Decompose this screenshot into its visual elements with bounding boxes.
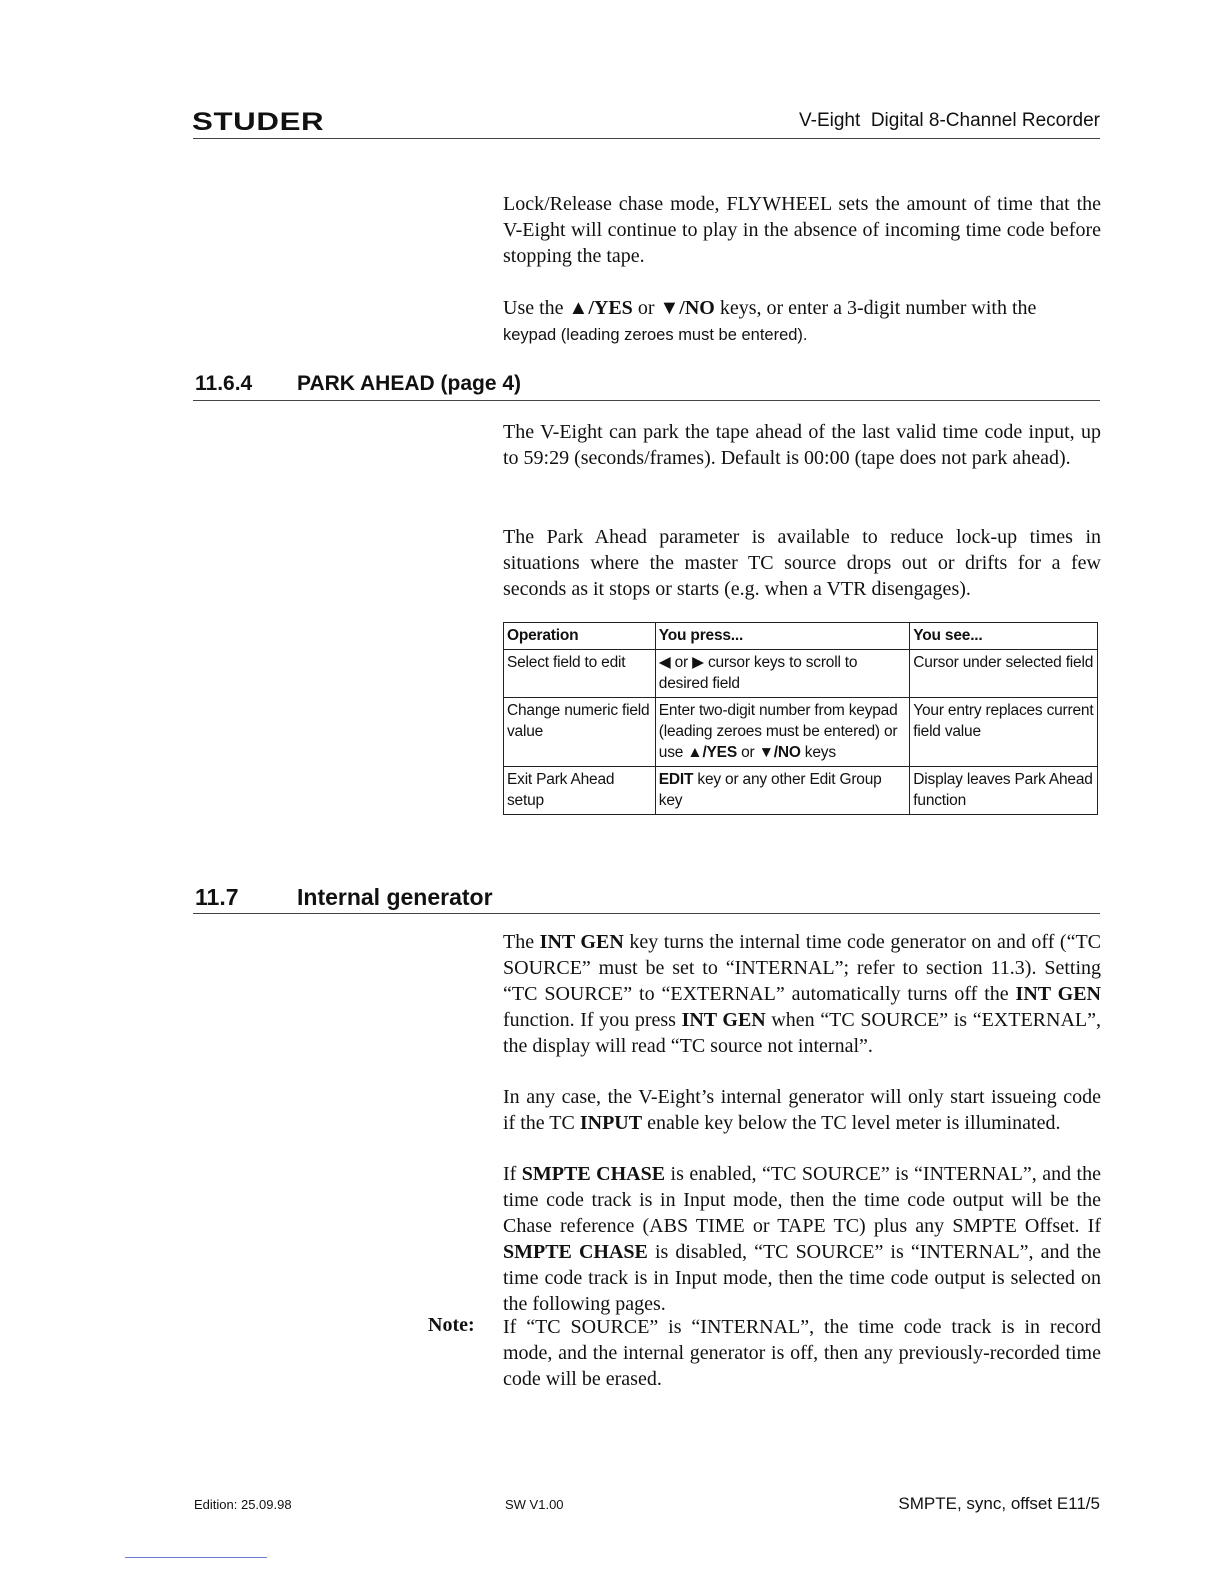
- int-gen-paragraph: [503, 929, 1101, 1059]
- cell-operation: Exit Park Ahead setup: [504, 767, 656, 815]
- operations-table: [503, 622, 1098, 815]
- text: In any case, the V-Eight’s internal generator will only start issueing code if the TC: [503, 1086, 1101, 1134]
- cell-see: Cursor under selected field: [910, 650, 1098, 698]
- text: is enabled, “TC SOURCE” is “INTERNAL”, and the time code track is in Input mode, then the time code output will be the Chase reference (ABS TIME or TAPE TC) plus any SMPTE Offset. If: [503, 1163, 1101, 1237]
- park-ahead-paragraph: The V-Eight can park the tape ahead of the last valid time code input, up to 59:29 (seconds/frames). Default is 00:00 (tape does not park ahead).: [503, 421, 1101, 469]
- cell-see: Your entry replaces current field value: [910, 698, 1098, 767]
- table-header-row: [504, 623, 1098, 650]
- table-row: [504, 767, 1098, 815]
- section-rule: [193, 913, 1100, 914]
- smpte-chase-key: SMPTE CHASE: [503, 1241, 648, 1263]
- header-rule: [193, 138, 1100, 139]
- document-title: V-Eight Digital 8-Channel Recorder: [799, 110, 1100, 131]
- text: key or any other Edit Group key: [658, 771, 882, 809]
- text: Use the: [503, 297, 569, 319]
- section-number: 11.6.4: [195, 372, 253, 395]
- keypad-text: keypad (leading zeroes must be entered).: [503, 326, 808, 344]
- cell-operation: Select field to edit: [504, 650, 656, 698]
- text: keys, or enter a 3-digit number with the: [714, 297, 1037, 319]
- text: If: [503, 1163, 522, 1185]
- text: when “TC SOURCE” is “EXTERNAL”, the display will read “TC source not internal”.: [503, 1009, 1102, 1057]
- int-gen-key: INT GEN: [539, 931, 624, 953]
- section-rule: [193, 400, 1100, 401]
- section-number: 11.7: [195, 884, 239, 910]
- intro-paragraph: Lock/Release chase mode, FLYWHEEL sets the amount of time that the V-Eight will continue to play in the absence of incoming time code before stopping the tape.: [503, 193, 1101, 267]
- text: or: [736, 744, 759, 761]
- cell-press: [655, 767, 910, 815]
- text: keys: [800, 744, 836, 761]
- smpte-chase-paragraph: [503, 1161, 1101, 1317]
- header-operation: Operation: [504, 623, 656, 650]
- no-key: ▼/NO: [758, 744, 801, 761]
- section-title: PARK AHEAD (page 4): [297, 372, 522, 395]
- cell-operation: Change numeric field value: [504, 698, 656, 767]
- cell-press: [655, 698, 910, 767]
- intro-keys-paragraph: [503, 295, 1101, 348]
- footnote-rule: [125, 1557, 267, 1558]
- yes-key: ▲/YES: [568, 297, 633, 319]
- text: function. If you press: [503, 1009, 682, 1031]
- int-gen-key: INT GEN: [1015, 983, 1101, 1005]
- table-row: [504, 698, 1098, 767]
- text: Enter two-digit number from keypad (leading zeroes must be entered) or use: [658, 702, 898, 761]
- text: enable key below the TC level meter is illuminated.: [642, 1112, 1061, 1134]
- table-row: [504, 650, 1098, 698]
- int-gen-key: INT GEN: [681, 1009, 766, 1031]
- park-ahead-paragraph-2: The Park Ahead parameter is available to reduce lock-up times in situations where the master TC source drops out or drifts for a few seconds as it stops or starts (e.g. when a VTR disengages).: [503, 526, 1101, 600]
- cell-press: ◀ or ▶ cursor keys to scroll to desired field: [655, 650, 910, 698]
- yes-key: ▲/YES: [687, 744, 737, 761]
- cell-see: Display leaves Park Ahead function: [910, 767, 1098, 815]
- page-number: SMPTE, sync, offset E11/5: [898, 1494, 1100, 1513]
- smpte-chase-key: SMPTE CHASE: [521, 1163, 666, 1185]
- text: or: [632, 297, 660, 319]
- note-text: If “TC SOURCE” is “INTERNAL”, the time code track is in record mode, and the internal generator is off, then any previously-recorded time code will be erased.: [503, 1316, 1101, 1390]
- generator-paragraph: [503, 1084, 1101, 1136]
- edit-key: EDIT: [658, 771, 694, 788]
- header-you-see: You see...: [910, 623, 1098, 650]
- text: The: [503, 931, 540, 953]
- note-label: Note:: [428, 1314, 475, 1336]
- studer-logo: STUDER: [192, 108, 325, 136]
- input-key: INPUT: [579, 1112, 643, 1134]
- edition-label: Edition: 25.09.98: [194, 1497, 292, 1512]
- text: is disabled, “TC SOURCE” is “INTERNAL”, and the time code track is in Input mode, then the time code output is selected on the following pages.: [503, 1241, 1101, 1315]
- section-title: Internal generator: [297, 884, 493, 910]
- text: key turns the internal time code generator on and off (“TC SOURCE” must be set to “INTERNAL”; refer to section 11.3). Setting “TC SOURCE” to “EXTERNAL” automatically turns off the: [503, 931, 1102, 1005]
- sw-version: SW V1.00: [505, 1497, 564, 1512]
- header-you-press: You press...: [655, 623, 910, 650]
- no-key: ▼/NO: [659, 297, 715, 319]
